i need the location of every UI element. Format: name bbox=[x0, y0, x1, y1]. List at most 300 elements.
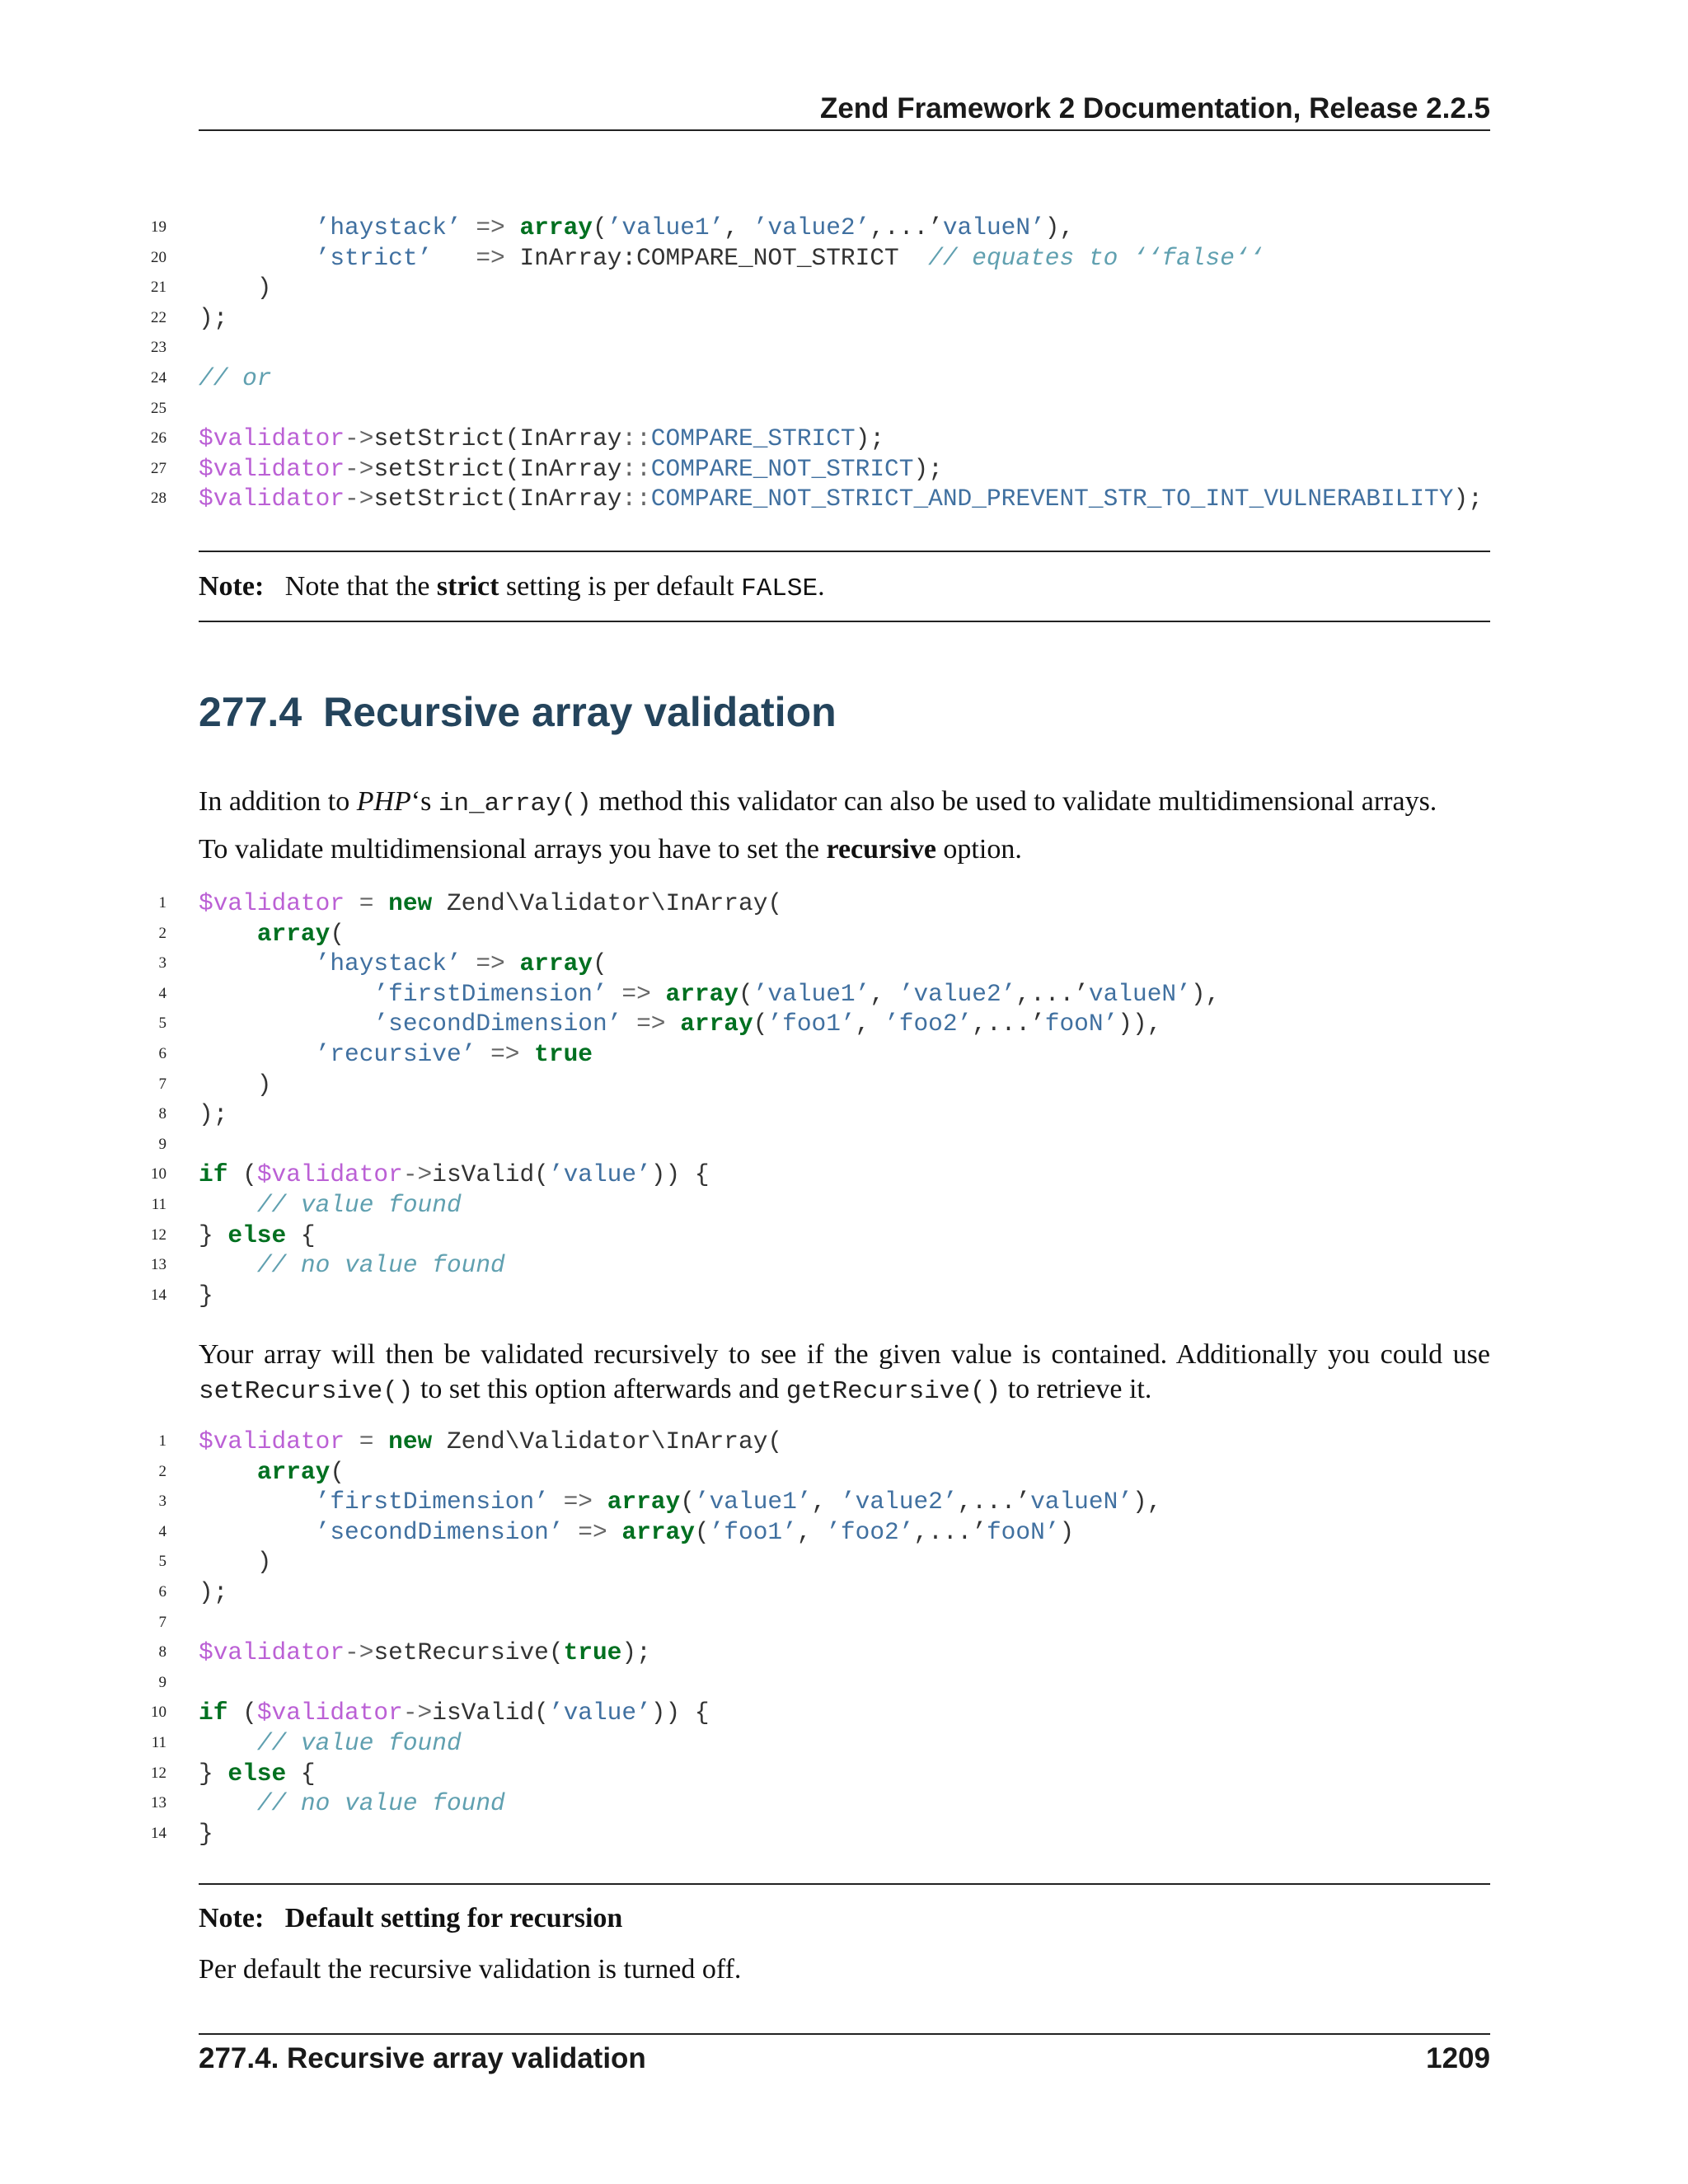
code-token: Zend\Validator\InArray( bbox=[432, 1427, 783, 1455]
code-token bbox=[199, 244, 316, 272]
code-token: ’value1’ bbox=[753, 979, 870, 1008]
code-token: new bbox=[388, 889, 433, 917]
line-number: 28 bbox=[151, 490, 166, 508]
code-block-recursive-option bbox=[0, 888, 1688, 1310]
inline-code: setRecursive() bbox=[199, 1377, 414, 1406]
paragraph-recursive-methods bbox=[199, 1338, 1490, 1409]
code-text bbox=[199, 949, 607, 979]
code-token: $validator bbox=[256, 1699, 403, 1727]
code-token bbox=[621, 1010, 636, 1038]
code-token: else bbox=[227, 1759, 287, 1788]
para-text: to retrieve it. bbox=[1007, 1374, 1152, 1404]
code-line bbox=[0, 1160, 1688, 1190]
code-line bbox=[0, 1221, 1688, 1251]
code-line bbox=[0, 1788, 1688, 1819]
code-token bbox=[373, 889, 388, 917]
code-token: ’secondDimension’ bbox=[373, 1010, 622, 1038]
php-term: PHP bbox=[356, 786, 411, 817]
code-token: $validator bbox=[199, 424, 345, 453]
code-token bbox=[373, 1427, 388, 1455]
code-token: => bbox=[636, 1010, 666, 1038]
code-token: array bbox=[680, 1010, 753, 1038]
code-token: ,...’ bbox=[913, 1517, 987, 1546]
code-token: fooN’ bbox=[986, 1517, 1060, 1546]
code-token: ( bbox=[753, 1010, 768, 1038]
code-line bbox=[0, 333, 1688, 363]
code-token: ); bbox=[1453, 485, 1483, 513]
note-label: Note: bbox=[199, 571, 265, 602]
footer-section: 277.4. Recursive array validation bbox=[199, 2042, 646, 2074]
code-text bbox=[199, 1099, 227, 1130]
line-number: 23 bbox=[151, 339, 166, 357]
code-line bbox=[0, 424, 1688, 454]
code-token: // or bbox=[199, 363, 272, 392]
code-line bbox=[0, 1668, 1688, 1699]
code-token: ( bbox=[330, 919, 345, 948]
code-token: setStrict bbox=[373, 454, 505, 483]
code-token: ’foo1’ bbox=[709, 1517, 797, 1546]
code-line bbox=[0, 1577, 1688, 1608]
code-token: } bbox=[199, 1759, 228, 1788]
code-token: ’haystack’ bbox=[315, 949, 462, 978]
code-text bbox=[199, 213, 1074, 243]
code-token: => bbox=[476, 213, 505, 241]
code-token: ,...’ bbox=[870, 213, 943, 241]
code-token: $validator bbox=[199, 454, 345, 483]
code-text bbox=[199, 363, 272, 394]
line-number: 27 bbox=[151, 459, 166, 477]
code-token: $validator bbox=[256, 1160, 403, 1189]
code-token: ’value1’ bbox=[694, 1488, 812, 1516]
code-token: isValid( bbox=[432, 1699, 549, 1727]
code-token: else bbox=[227, 1221, 287, 1249]
code-token: ( bbox=[330, 1457, 345, 1486]
code-token: => bbox=[476, 949, 505, 978]
code-token: array bbox=[256, 919, 331, 948]
line-number: 4 bbox=[158, 1522, 166, 1540]
line-number: 14 bbox=[151, 1824, 166, 1842]
line-number: 2 bbox=[158, 924, 166, 942]
inline-code: getRecursive() bbox=[785, 1377, 1001, 1406]
code-token: ), bbox=[1044, 213, 1075, 241]
line-number: 7 bbox=[158, 1075, 166, 1093]
code-token bbox=[199, 1191, 257, 1219]
code-token bbox=[199, 1789, 257, 1817]
code-token: // no value found bbox=[256, 1251, 505, 1280]
code-token: -> bbox=[345, 1638, 374, 1667]
code-token: ’value1’ bbox=[607, 213, 724, 241]
code-token: $validator bbox=[199, 889, 345, 917]
code-text bbox=[199, 919, 345, 949]
code-token: ) bbox=[199, 1070, 272, 1099]
line-number: 11 bbox=[151, 1195, 166, 1213]
code-text bbox=[199, 1457, 345, 1488]
section-heading bbox=[199, 688, 837, 736]
code-token: COMPARE_NOT_STRICT_AND_PREVENT_STR_TO_INT_VULNERABILITY bbox=[650, 485, 1454, 513]
code-token bbox=[476, 1040, 490, 1068]
para-text: To validate multidimensional arrays you have to set the bbox=[199, 834, 819, 865]
code-line bbox=[0, 1819, 1688, 1849]
code-line bbox=[0, 273, 1688, 303]
code-token: valueN’ bbox=[1030, 1488, 1132, 1516]
code-line bbox=[0, 1039, 1688, 1070]
code-token bbox=[432, 244, 476, 272]
code-token bbox=[199, 1518, 316, 1546]
code-text bbox=[199, 1281, 213, 1311]
line-number: 8 bbox=[158, 1643, 166, 1661]
code-token: new bbox=[388, 1427, 433, 1455]
line-number: 25 bbox=[151, 399, 166, 417]
code-token: ); bbox=[199, 303, 228, 332]
code-token: ( bbox=[227, 1160, 257, 1189]
note-strict-default bbox=[199, 569, 1490, 607]
code-token: :: bbox=[621, 454, 651, 483]
section-title: Recursive array validation bbox=[323, 689, 837, 735]
code-token: } bbox=[199, 1221, 228, 1249]
code-token bbox=[666, 1010, 681, 1038]
code-token: => bbox=[578, 1517, 607, 1546]
code-token: setRecursive( bbox=[373, 1638, 564, 1667]
code-block-set-recursive bbox=[0, 1427, 1688, 1849]
code-text bbox=[199, 1638, 651, 1668]
code-token: ) bbox=[1059, 1517, 1075, 1546]
code-line bbox=[0, 1608, 1688, 1638]
code-text bbox=[199, 1039, 593, 1070]
line-number: 3 bbox=[158, 1493, 166, 1511]
code-token: { bbox=[286, 1759, 316, 1788]
code-text bbox=[199, 1190, 462, 1221]
code-token: // no value found bbox=[256, 1789, 505, 1818]
code-token: -> bbox=[345, 424, 374, 453]
line-number: 2 bbox=[158, 1462, 166, 1480]
code-token: array bbox=[519, 949, 593, 978]
code-line bbox=[0, 394, 1688, 424]
code-text bbox=[199, 1517, 1074, 1548]
line-number: 4 bbox=[158, 984, 166, 1002]
code-token: = bbox=[359, 889, 374, 917]
code-token bbox=[345, 889, 359, 917]
code-token bbox=[199, 1251, 257, 1279]
code-token: ( bbox=[592, 213, 607, 241]
code-token: )), bbox=[1118, 1010, 1162, 1038]
note-bottom-rule bbox=[199, 621, 1490, 622]
code-token bbox=[564, 1518, 579, 1546]
line-number: 19 bbox=[151, 218, 166, 236]
code-line bbox=[0, 1427, 1688, 1457]
code-token: = bbox=[359, 1427, 374, 1455]
code-line bbox=[0, 1638, 1688, 1668]
code-text bbox=[199, 243, 1264, 274]
code-token: , bbox=[855, 1010, 885, 1038]
line-number: 3 bbox=[158, 954, 166, 972]
code-token: ); bbox=[621, 1638, 651, 1667]
code-token: valueN’ bbox=[942, 213, 1045, 241]
code-text bbox=[199, 888, 782, 919]
note-body: Per default the recursive validation is turned off. bbox=[199, 1954, 742, 1985]
code-line bbox=[0, 1099, 1688, 1130]
line-number: 5 bbox=[158, 1553, 166, 1571]
code-line bbox=[0, 888, 1688, 919]
code-line bbox=[0, 243, 1688, 274]
code-token bbox=[199, 980, 373, 1008]
code-token bbox=[593, 1488, 607, 1516]
code-token: array bbox=[256, 1457, 331, 1486]
code-token: , bbox=[796, 1517, 827, 1546]
code-token: ’firstDimension’ bbox=[315, 1488, 549, 1516]
code-token: ( bbox=[680, 1488, 695, 1516]
code-token: ); bbox=[855, 424, 885, 453]
code-token: array bbox=[665, 979, 739, 1008]
code-token: setStrict bbox=[373, 485, 505, 513]
note2-top-rule bbox=[199, 1883, 1490, 1885]
code-token: { bbox=[286, 1221, 316, 1249]
code-line bbox=[0, 1547, 1688, 1577]
line-number: 13 bbox=[151, 1256, 166, 1274]
code-token bbox=[199, 1040, 316, 1068]
code-token: => bbox=[621, 979, 651, 1008]
code-token bbox=[519, 1040, 534, 1068]
para-text: In addition to bbox=[199, 786, 350, 817]
note-text-before: Note that the bbox=[284, 571, 430, 602]
note-text-after: . bbox=[818, 571, 825, 602]
code-line bbox=[0, 1070, 1688, 1100]
running-footer bbox=[199, 2042, 1490, 2075]
code-token: , bbox=[811, 1488, 841, 1516]
code-token: ’firstDimension’ bbox=[373, 979, 607, 1008]
code-text bbox=[199, 1427, 782, 1457]
section-number: 277.4 bbox=[199, 689, 302, 735]
code-text bbox=[199, 1759, 316, 1789]
code-token: $validator bbox=[199, 485, 345, 513]
code-token: true bbox=[534, 1039, 593, 1068]
line-number: 5 bbox=[158, 1015, 166, 1033]
code-line bbox=[0, 1457, 1688, 1488]
code-token bbox=[462, 949, 476, 977]
code-token: // value found bbox=[256, 1728, 462, 1757]
code-line bbox=[0, 454, 1688, 485]
line-number: 20 bbox=[151, 248, 166, 266]
line-number: 9 bbox=[158, 1673, 166, 1691]
code-token: ’foo2’ bbox=[826, 1517, 914, 1546]
code-line bbox=[0, 1759, 1688, 1789]
code-token: ’recursive’ bbox=[315, 1039, 476, 1068]
code-token: ’value2’ bbox=[898, 979, 1016, 1008]
code-token: Zend\Validator\InArray( bbox=[432, 889, 783, 917]
note-top-rule bbox=[199, 551, 1490, 552]
code-token: => bbox=[476, 243, 505, 272]
code-token: ) bbox=[199, 274, 272, 302]
code-line bbox=[0, 1281, 1688, 1311]
footer-rule bbox=[199, 2033, 1490, 2035]
code-text bbox=[199, 303, 227, 334]
code-token: ’haystack’ bbox=[315, 213, 462, 241]
line-number: 10 bbox=[151, 1165, 166, 1183]
code-line bbox=[0, 1517, 1688, 1548]
code-token: (InArray bbox=[504, 485, 622, 513]
line-number: 26 bbox=[151, 429, 166, 448]
code-text bbox=[199, 454, 943, 485]
line-number: 13 bbox=[151, 1794, 166, 1812]
code-token bbox=[199, 920, 257, 948]
code-token bbox=[199, 949, 316, 977]
running-header: Zend Framework 2 Documentation, Release 2.2.5 bbox=[819, 92, 1490, 124]
code-line bbox=[0, 1190, 1688, 1221]
code-token: => bbox=[563, 1488, 593, 1516]
code-line bbox=[0, 1130, 1688, 1160]
code-line bbox=[0, 1698, 1688, 1728]
code-token: setStrict bbox=[373, 424, 505, 453]
code-token: COMPARE_NOT_STRICT bbox=[650, 454, 914, 483]
code-text bbox=[199, 1009, 1161, 1039]
para-text: option. bbox=[943, 834, 1022, 865]
note-text-mid: setting is per default bbox=[505, 571, 734, 602]
code-token: ), bbox=[1190, 979, 1221, 1008]
code-token: ’value’ bbox=[548, 1160, 651, 1189]
code-text bbox=[199, 1788, 505, 1819]
code-token: // equates to ‘‘false‘‘ bbox=[928, 243, 1264, 272]
code-token: )) { bbox=[650, 1160, 710, 1189]
code-line bbox=[0, 363, 1688, 394]
code-token: array bbox=[607, 1488, 681, 1516]
page-number: 1209 bbox=[1426, 2042, 1490, 2074]
para-text: to set this option afterwards and bbox=[420, 1374, 780, 1404]
line-number: 14 bbox=[151, 1286, 166, 1304]
code-token bbox=[505, 949, 520, 977]
code-token: ’value2’ bbox=[753, 213, 870, 241]
code-token: COMPARE_STRICT bbox=[650, 424, 856, 453]
code-text bbox=[199, 424, 884, 454]
note-bold-term: strict bbox=[436, 571, 499, 602]
code-token: -> bbox=[345, 485, 374, 513]
code-token: ,...’ bbox=[957, 1488, 1031, 1516]
code-token: :: bbox=[621, 424, 651, 453]
note-recursion-default bbox=[199, 1900, 1490, 1937]
paragraph-intro bbox=[199, 785, 1490, 822]
para-text: ‘s bbox=[410, 786, 432, 817]
code-token: } bbox=[199, 1819, 213, 1848]
code-token bbox=[345, 1427, 359, 1455]
code-token: )) { bbox=[650, 1699, 710, 1727]
note-label: Note: bbox=[199, 1903, 265, 1933]
code-token: ,...’ bbox=[972, 1010, 1045, 1038]
code-token: => bbox=[490, 1039, 520, 1068]
line-number: 24 bbox=[151, 368, 166, 387]
code-line bbox=[0, 303, 1688, 334]
code-token: ’foo2’ bbox=[884, 1010, 973, 1038]
line-number: 12 bbox=[151, 1764, 166, 1782]
code-line bbox=[0, 919, 1688, 949]
code-token: -> bbox=[345, 454, 374, 483]
line-number: 11 bbox=[151, 1733, 166, 1751]
code-line bbox=[0, 484, 1688, 514]
code-token: ), bbox=[1132, 1488, 1162, 1516]
code-token: (InArray bbox=[504, 454, 622, 483]
code-text bbox=[199, 1160, 710, 1190]
code-token: array bbox=[519, 213, 593, 241]
code-token: ); bbox=[199, 1100, 228, 1129]
code-token bbox=[199, 1729, 257, 1757]
code-line bbox=[0, 213, 1688, 243]
code-token bbox=[607, 980, 622, 1008]
code-line bbox=[0, 979, 1688, 1010]
code-token: valueN’ bbox=[1088, 979, 1191, 1008]
code-line bbox=[0, 1487, 1688, 1517]
code-token bbox=[505, 213, 520, 241]
code-text bbox=[199, 273, 272, 303]
code-token: , bbox=[870, 979, 899, 1008]
header-rule bbox=[199, 129, 1490, 131]
code-text bbox=[199, 1698, 710, 1728]
code-text bbox=[199, 1547, 272, 1577]
line-number: 7 bbox=[158, 1613, 166, 1631]
inline-code: in_array() bbox=[438, 790, 592, 818]
code-token: // value found bbox=[256, 1190, 462, 1219]
para-text: Your array will then be validated recursively to see if the given value is contained. Additionally you could use bbox=[199, 1339, 1490, 1370]
code-token bbox=[199, 213, 316, 241]
code-token: isValid( bbox=[432, 1160, 549, 1189]
note-code: FALSE bbox=[741, 574, 818, 603]
code-token: :: bbox=[621, 485, 651, 513]
line-number: 1 bbox=[158, 894, 166, 912]
code-token: InArray:COMPARE_NOT_STRICT bbox=[504, 243, 929, 272]
code-token: ); bbox=[913, 454, 943, 483]
code-token: ’strict’ bbox=[315, 243, 433, 272]
code-token: $validator bbox=[199, 1638, 345, 1667]
line-number: 10 bbox=[151, 1704, 166, 1722]
code-token: } bbox=[199, 1281, 213, 1310]
code-token: ( bbox=[738, 979, 753, 1008]
code-token bbox=[651, 980, 666, 1008]
code-text bbox=[199, 1221, 316, 1251]
note-title: Default setting for recursion bbox=[284, 1903, 623, 1933]
line-number: 21 bbox=[151, 279, 166, 297]
line-number: 9 bbox=[158, 1135, 166, 1153]
line-number: 6 bbox=[158, 1044, 166, 1062]
code-token: $validator bbox=[199, 1427, 345, 1455]
code-token: (InArray bbox=[504, 424, 622, 453]
code-token: fooN’ bbox=[1044, 1010, 1118, 1038]
code-text bbox=[199, 1728, 462, 1759]
code-line bbox=[0, 1728, 1688, 1759]
code-token: , bbox=[724, 213, 753, 241]
line-number: 22 bbox=[151, 308, 166, 326]
code-token: ); bbox=[199, 1577, 228, 1606]
code-token: if bbox=[199, 1699, 228, 1727]
line-number: 6 bbox=[158, 1582, 166, 1601]
code-token: ( bbox=[592, 949, 607, 978]
code-line bbox=[0, 1250, 1688, 1281]
code-line bbox=[0, 949, 1688, 979]
code-token bbox=[199, 1488, 316, 1516]
code-text bbox=[199, 1070, 272, 1100]
code-token: ) bbox=[199, 1548, 272, 1577]
code-token: -> bbox=[402, 1699, 433, 1727]
paragraph-recursive-option bbox=[199, 832, 1490, 867]
code-token bbox=[462, 213, 476, 241]
code-token: if bbox=[199, 1160, 228, 1189]
code-token: ’value2’ bbox=[840, 1488, 958, 1516]
line-number: 12 bbox=[151, 1226, 166, 1244]
line-number: 8 bbox=[158, 1105, 166, 1123]
code-text bbox=[199, 1577, 227, 1608]
code-token: -> bbox=[402, 1160, 433, 1189]
code-token bbox=[199, 1458, 257, 1486]
code-line bbox=[0, 1009, 1688, 1039]
code-text bbox=[199, 484, 1483, 514]
code-text bbox=[199, 979, 1220, 1010]
code-token: ( bbox=[694, 1517, 710, 1546]
code-block-strict bbox=[0, 213, 1688, 514]
